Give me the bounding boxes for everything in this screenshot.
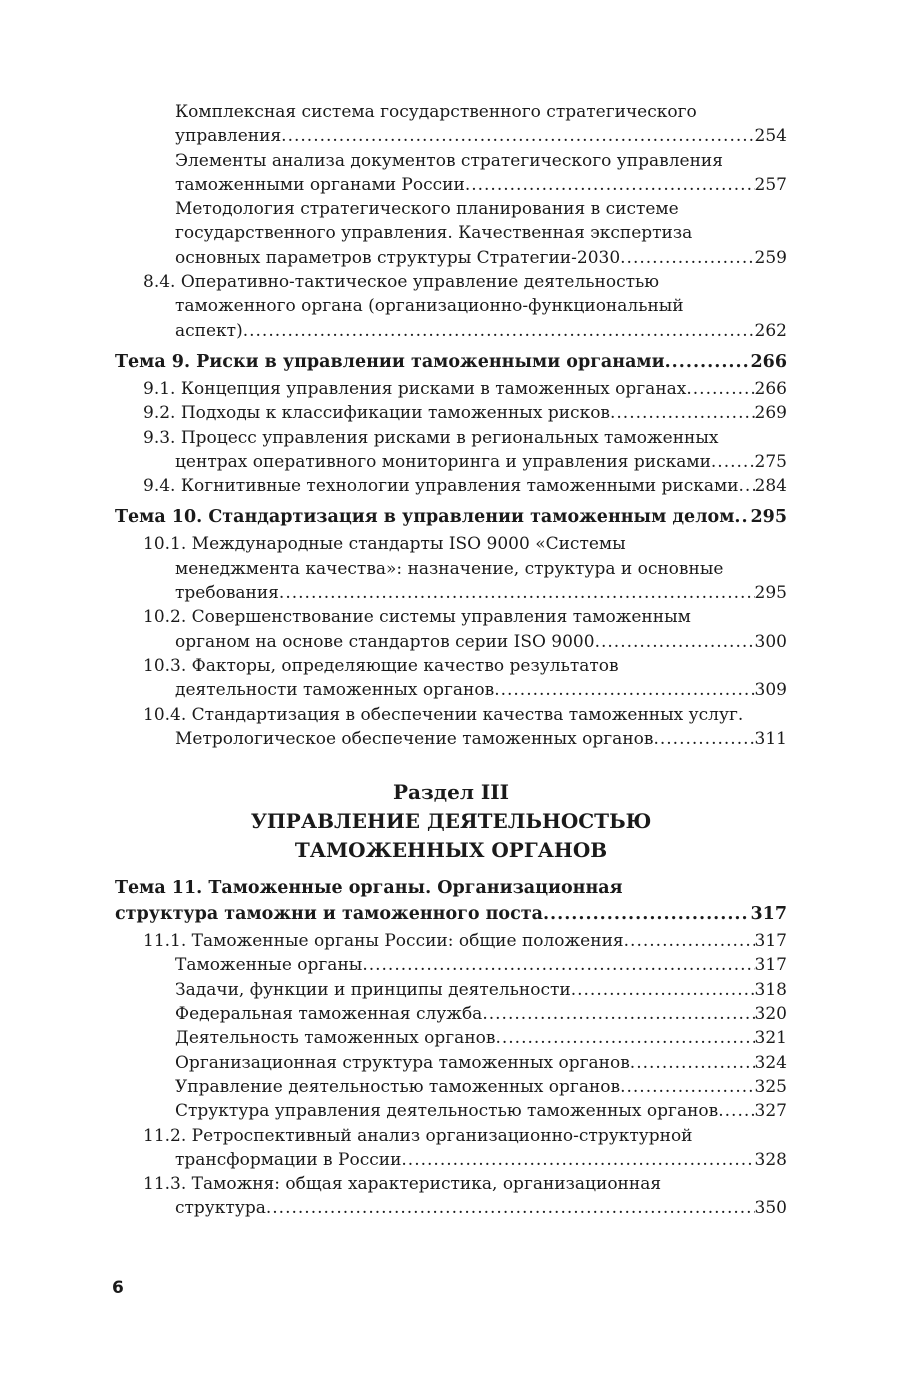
toc-entry-text: 11.2. Ретроспективный анализ организационно-структурной: [143, 1125, 693, 1146]
page-ref: 311: [754, 728, 787, 749]
toc-entry[interactable]: [115, 1026, 787, 1050]
toc-entry-text: Управление деятельностью таможенных органов: [175, 1076, 621, 1097]
toc-entry-11-3[interactable]: [115, 1172, 787, 1221]
toc-entry-text: структура: [175, 1198, 266, 1219]
toc-entry-text: Структура управления деятельностью таможенных органов: [175, 1101, 719, 1122]
topic-title: Тема 9. Риски в управлении таможенными органами: [115, 351, 665, 372]
page-ref: 350: [754, 1198, 787, 1219]
page-ref: 317: [754, 955, 787, 976]
page-ref: 259: [754, 247, 787, 268]
toc-entry-text: 9.3. Процесс управления рисками в региональных таможенных: [143, 427, 719, 448]
topic-title: Тема 10. Стандартизация в управлении таможенным делом: [115, 507, 735, 528]
toc-entry[interactable]: [115, 149, 787, 198]
toc-entry-11-2[interactable]: [115, 1124, 787, 1173]
toc-entry-text: 10.2. Совершенствование системы управления таможенным: [143, 607, 691, 628]
page-ref: 318: [754, 979, 787, 1000]
toc-entry[interactable]: [115, 100, 787, 149]
toc-entry-text: органом на основе стандартов серии ISO 9000: [175, 631, 595, 652]
dot-leader: [595, 630, 755, 654]
toc-topic-10[interactable]: [115, 504, 787, 530]
dot-leader: [610, 401, 755, 425]
toc-entry-text: менеджмента качества»: назначение, структура и основные: [175, 558, 724, 579]
toc-entry-text: Деятельность таможенных органов: [175, 1028, 496, 1049]
toc-entry-text: Федеральная таможенная служба: [175, 1004, 483, 1025]
page-ref: 269: [754, 403, 787, 424]
toc-entry-text: аспект): [175, 320, 243, 341]
toc-entry-11-1[interactable]: [115, 929, 787, 953]
dot-leader: [630, 1051, 755, 1075]
dot-leader: [665, 349, 751, 375]
toc-entry-text: деятельности таможенных органов: [175, 680, 495, 701]
dot-leader: [571, 978, 755, 1002]
dot-leader: [620, 246, 754, 270]
topic-title: Тема 11. Таможенные органы. Организационная: [115, 878, 623, 899]
page-ref: 320: [754, 1004, 787, 1025]
toc-topic-9[interactable]: [115, 349, 787, 375]
section-heading: [115, 778, 787, 865]
toc-entry-text: Организационная структура таможенных органов: [175, 1052, 630, 1073]
dot-leader: [686, 377, 754, 401]
toc-entry-text: 10.4. Стандартизация в обеспечении качества таможенных услуг.: [143, 704, 744, 725]
page-ref: 275: [754, 451, 787, 472]
toc-entry[interactable]: [115, 1075, 787, 1099]
toc-entry-9-3[interactable]: [115, 426, 787, 475]
dot-leader: [243, 319, 755, 343]
toc-entry[interactable]: [115, 197, 787, 270]
toc-entry-text: 9.1. Концепция управления рисками в таможенных органах: [143, 378, 687, 399]
toc-entry-text: управления: [175, 126, 282, 147]
page-ref: 328: [754, 1149, 787, 1170]
toc-topic-11[interactable]: [115, 875, 787, 927]
toc-entry-10-3[interactable]: [115, 654, 787, 703]
toc-entry-text: 9.4. Когнитивные технологии управления таможенными рисками: [143, 476, 739, 497]
dot-leader: [362, 953, 754, 977]
toc-entry[interactable]: [115, 978, 787, 1002]
toc-entry-text: таможенного органа (организационно-функциональный: [175, 296, 684, 317]
dot-leader: [624, 929, 755, 953]
dot-leader: [739, 474, 755, 498]
page-ref: 284: [754, 476, 787, 497]
toc-entry-text: 10.3. Факторы, определяющие качество результатов: [143, 655, 619, 676]
page-ref: 266: [750, 351, 787, 372]
page-ref: 309: [754, 680, 787, 701]
toc-entry-text: Задачи, функции и принципы деятельности: [175, 979, 571, 1000]
dot-leader: [266, 1196, 755, 1220]
page-ref: 327: [754, 1101, 787, 1122]
section-title-line: ТАМОЖЕННЫХ ОРГАНОВ: [294, 838, 608, 863]
toc-entry-text: 10.1. Международные стандарты ISO 9000 «Системы: [143, 534, 626, 555]
dot-leader: [718, 1099, 754, 1123]
toc-entry-10-2[interactable]: [115, 605, 787, 654]
toc-entry-8-4[interactable]: [115, 270, 787, 343]
page-ref: 295: [750, 507, 787, 528]
page-ref: 254: [754, 126, 787, 147]
toc-entry[interactable]: [115, 1051, 787, 1075]
toc-entry-text: трансформации в России: [175, 1149, 402, 1170]
toc-entry-text: Таможенные органы: [175, 955, 363, 976]
page-ref: 300: [754, 631, 787, 652]
toc-entry-text: Комплексная система государственного стратегического: [175, 102, 697, 122]
toc-entry-10-4[interactable]: [115, 703, 787, 752]
dot-leader: [401, 1148, 754, 1172]
page-ref: 317: [750, 904, 787, 925]
dot-leader: [543, 901, 751, 927]
toc-entry-text: государственного управления. Качественная экспертиза: [175, 223, 693, 244]
dot-leader: [482, 1002, 754, 1026]
page-ref: 266: [754, 378, 787, 399]
page-ref: 325: [754, 1076, 787, 1097]
toc-entry-9-4[interactable]: [115, 474, 787, 498]
dot-leader: [734, 504, 750, 530]
section-title-line: УПРАВЛЕНИЕ ДЕЯТЕЛЬНОСТЬЮ: [250, 809, 652, 834]
toc-entry[interactable]: [115, 953, 787, 977]
dot-leader: [494, 678, 754, 702]
toc-entry-text: 11.1. Таможенные органы России: общие положения: [143, 931, 624, 952]
toc-entry-text: 9.2. Подходы к классификации таможенных рисков: [143, 403, 610, 424]
page-ref: 324: [754, 1052, 787, 1073]
toc-entry-9-2[interactable]: [115, 401, 787, 425]
dot-leader: [465, 173, 755, 197]
toc-entry-text: Метрологическое обеспечение таможенных органов: [175, 728, 654, 749]
topic-title: структура таможни и таможенного поста: [115, 904, 543, 925]
dot-leader: [281, 124, 754, 148]
toc-entry[interactable]: [115, 1099, 787, 1123]
page-ref: 257: [754, 174, 787, 195]
toc-entry-text: 11.3. Таможня: общая характеристика, организационная: [143, 1174, 662, 1195]
toc-entry-text: центрах оперативного мониторинга и управления рисками: [175, 451, 711, 472]
toc-entry-text: основных параметров структуры Стратегии-2030: [175, 247, 621, 268]
dot-leader: [279, 581, 755, 605]
toc-entry-9-1[interactable]: [115, 377, 787, 401]
section-label: Раздел III: [393, 780, 509, 805]
toc-entry-text: требования: [175, 583, 279, 604]
page-number: 6: [112, 1278, 124, 1298]
toc-entry-text: 8.4. Оперативно-тактическое управление деятельностью: [143, 272, 660, 293]
dot-leader: [495, 1026, 754, 1050]
page-ref: 262: [754, 320, 787, 341]
dot-leader: [711, 450, 755, 474]
page-ref: 295: [754, 583, 787, 604]
toc-entry-text: таможенными органами России: [175, 174, 465, 195]
toc-entry-10-1[interactable]: [115, 532, 787, 605]
page-ref: 321: [754, 1028, 787, 1049]
table-of-contents: [115, 100, 787, 1221]
dot-leader: [620, 1075, 754, 1099]
dot-leader: [653, 727, 754, 751]
toc-entry[interactable]: [115, 1002, 787, 1026]
toc-entry-text: Методология стратегического планирования в системе: [175, 199, 679, 220]
page-ref: 317: [754, 931, 787, 952]
toc-entry-text: Элементы анализа документов стратегического управления: [175, 150, 723, 171]
